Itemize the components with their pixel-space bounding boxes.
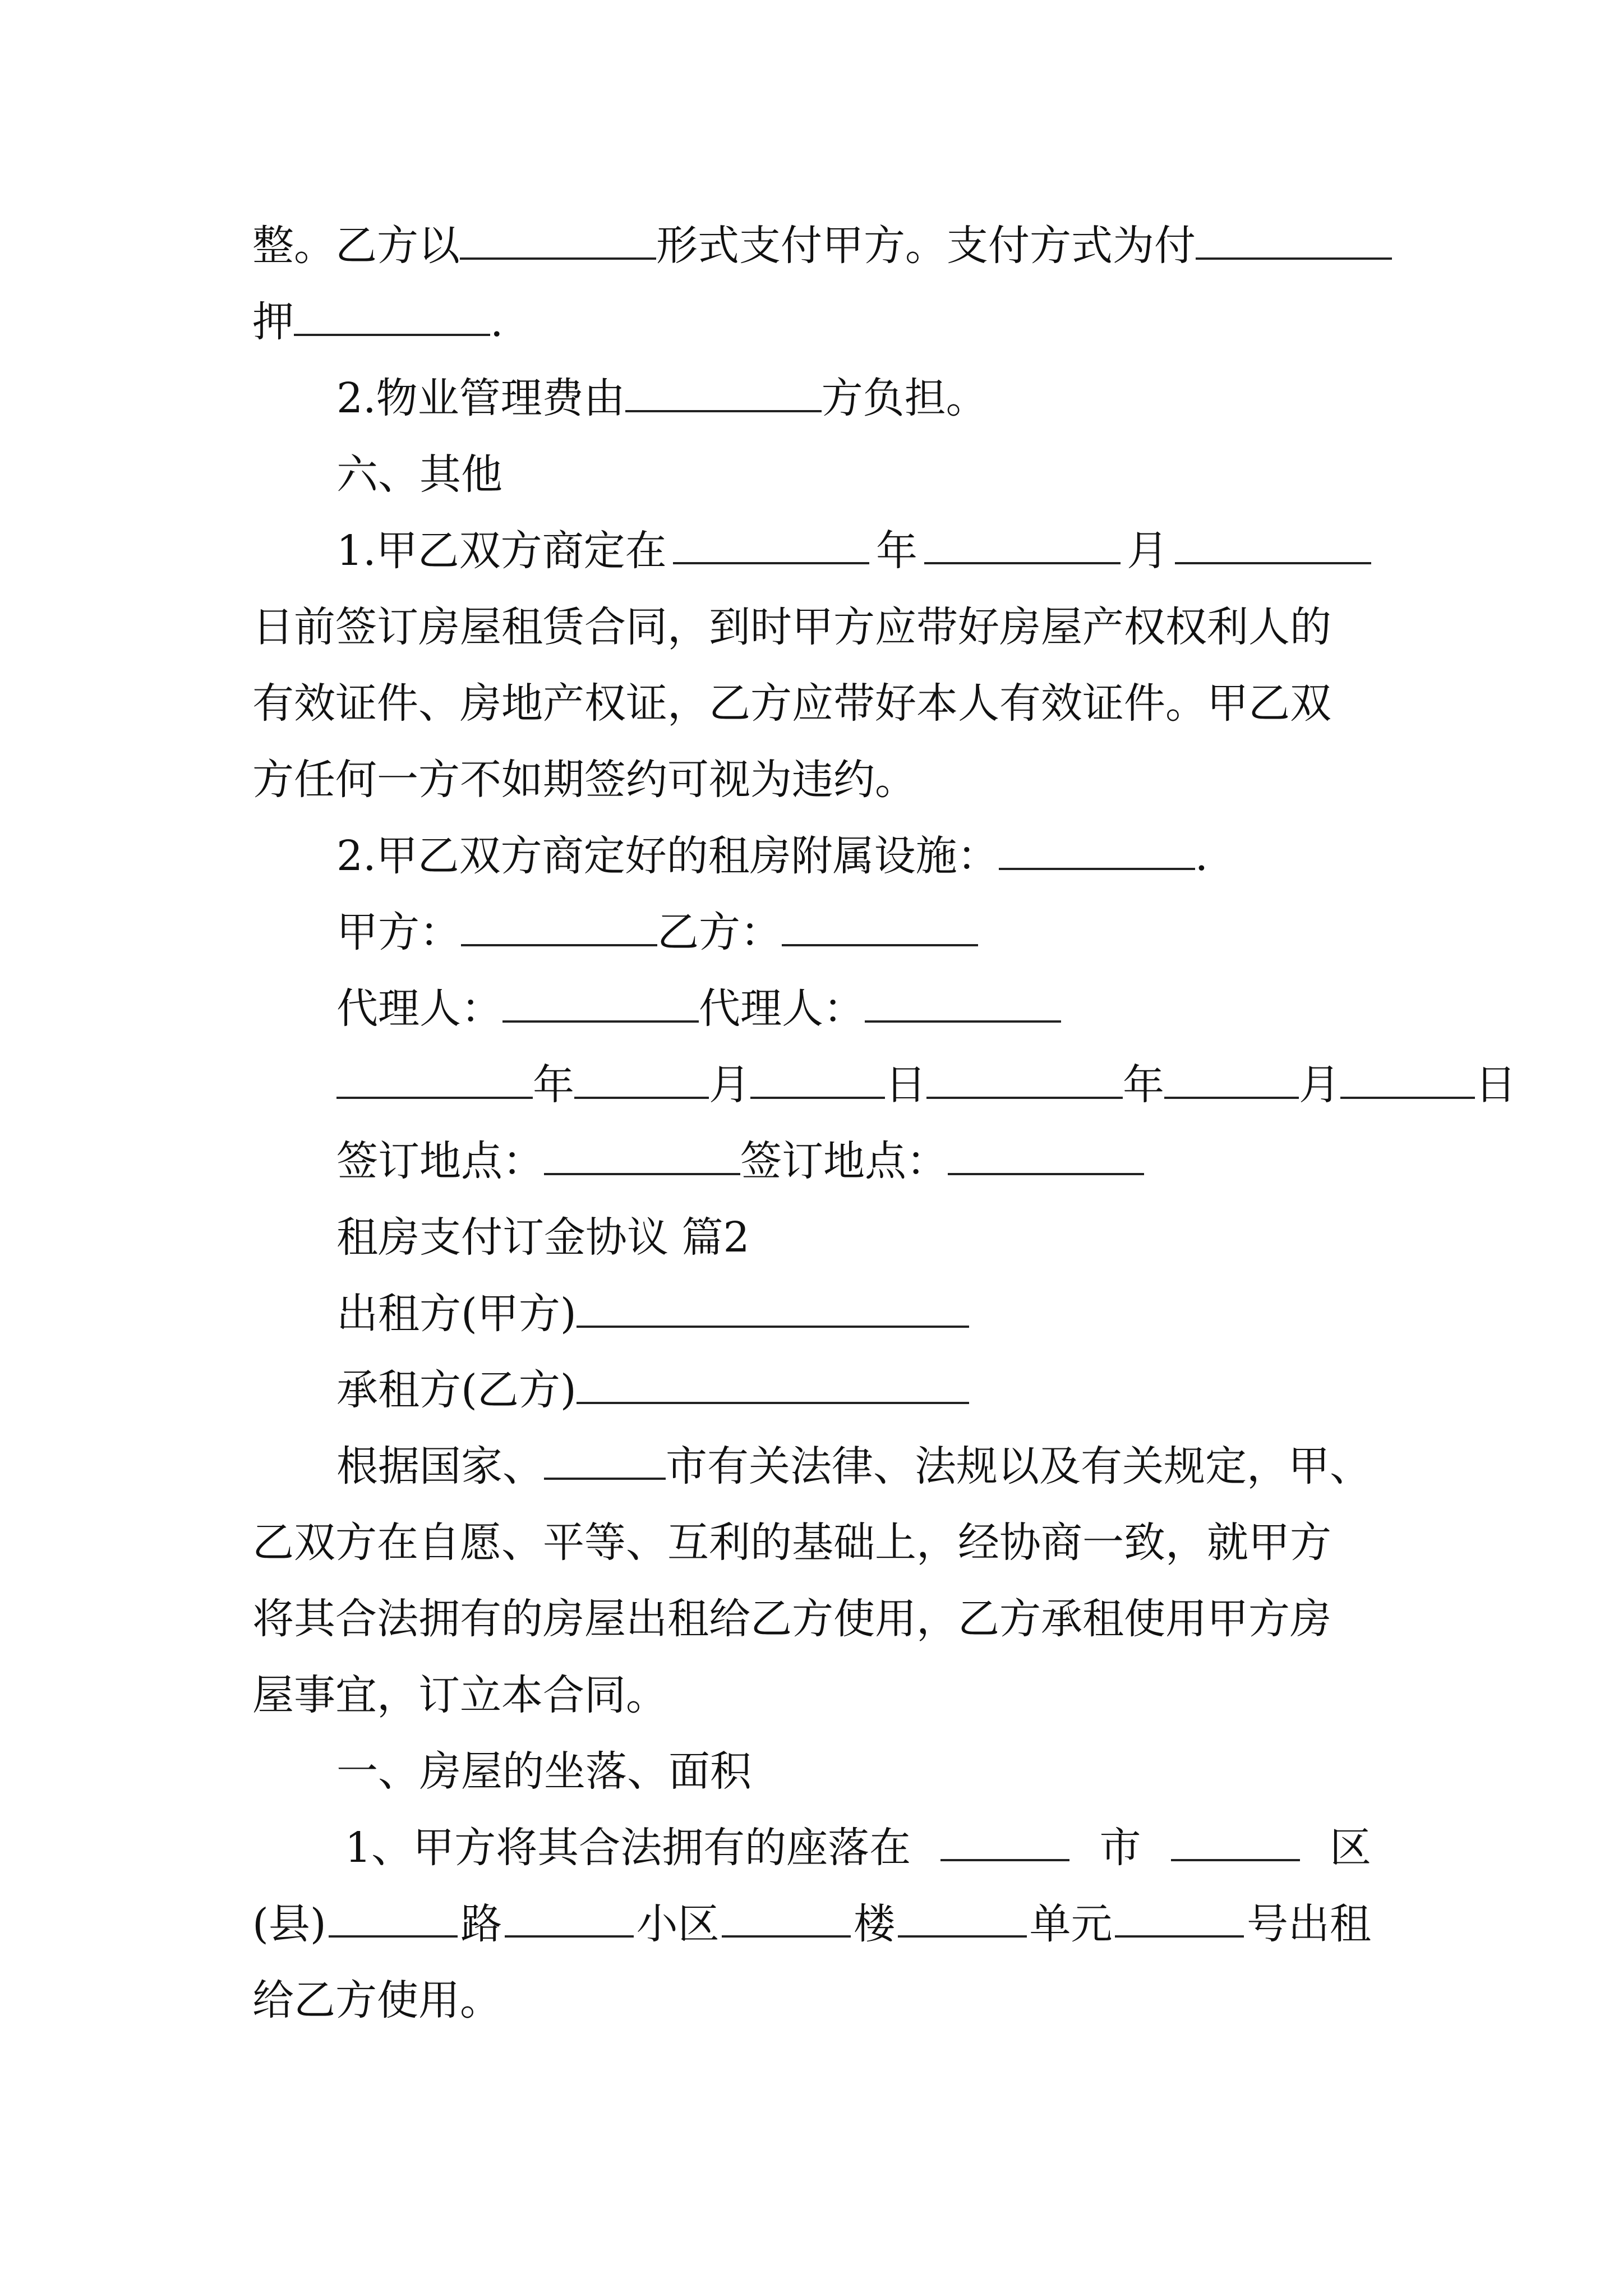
line-address-2 <box>252 1896 1371 1952</box>
paragraph-line: 方任何一方不如期签约可视为违约。 <box>252 756 916 804</box>
text: 签订地点： <box>336 1137 544 1185</box>
paragraph-line <box>336 1438 1371 1494</box>
blank-party-b <box>782 905 978 946</box>
text: 方负担。 <box>821 374 988 422</box>
blank-payment-form <box>460 218 656 260</box>
paragraph-line: 将其合法拥有的房屋出租给乙方使用，乙方承租使用甲方房 <box>252 1595 1331 1643</box>
text: 押 <box>252 298 294 346</box>
text: 代理人： <box>699 984 865 1033</box>
blank-city <box>544 1438 666 1480</box>
text: 号出租 <box>1246 1900 1371 1948</box>
line-parties-sign <box>336 904 978 960</box>
text: 出租方(甲方) <box>336 1290 577 1338</box>
blank-day <box>1175 523 1371 564</box>
text: 市 <box>1099 1824 1141 1872</box>
blank-pay-terms <box>1196 218 1392 260</box>
blank-year-b <box>926 1057 1123 1099</box>
line-lessee <box>336 1362 969 1418</box>
blank-building <box>722 1896 851 1938</box>
line-facilities <box>336 828 1208 884</box>
text: . <box>490 298 504 346</box>
text: 甲方： <box>336 908 461 956</box>
text: 市有关法律、法规以及有关规定，甲、 <box>666 1442 1371 1490</box>
line-lessor <box>336 1286 969 1342</box>
text: . <box>1195 832 1209 880</box>
blank-agent-b <box>865 981 1061 1023</box>
blank-month-b <box>1164 1057 1299 1099</box>
blank-city <box>940 1820 1069 1861</box>
blank-place-a <box>544 1134 740 1175</box>
blank-number <box>1115 1896 1244 1938</box>
text: 区 <box>1329 1824 1371 1872</box>
section-heading-location: 一、房屋的坐落、面积 <box>336 1747 751 1796</box>
blank-day-b <box>1340 1057 1475 1099</box>
text: 签订地点： <box>740 1137 948 1185</box>
line-deposit <box>252 294 504 350</box>
blank-unit <box>898 1896 1027 1938</box>
line-payment-method <box>252 218 1371 274</box>
document-title: 租房支付订金协议 篇2 <box>336 1213 750 1262</box>
blank-estate <box>505 1896 634 1938</box>
line-property-fee <box>336 370 988 426</box>
blank-day-a <box>750 1057 885 1099</box>
text: 整。乙方以 <box>252 222 460 270</box>
text: 1.甲乙双方商定在 <box>336 527 667 575</box>
blank-party-a <box>461 905 657 946</box>
text: 1、甲方将其合法拥有的座落在 <box>345 1824 911 1872</box>
text: 形式支付甲方。支付方式为付 <box>656 222 1196 270</box>
text: (县) <box>252 1900 326 1948</box>
text: 小区 <box>636 1900 720 1948</box>
paragraph-line: 日前签订房屋租赁合同，到时甲方应带好房屋产权权利人的 <box>252 603 1331 651</box>
text: 根据国家、 <box>336 1442 544 1490</box>
line-dates: 年 月 日 年 月 日 <box>336 1057 1516 1113</box>
blank-place-b <box>948 1134 1144 1175</box>
text: 乙方： <box>657 908 782 956</box>
text: 楼 <box>854 1900 896 1948</box>
line-agents-sign <box>336 981 1061 1037</box>
blank-year <box>673 523 869 564</box>
line-sign-place <box>336 1133 1144 1189</box>
text: 路 <box>460 1900 502 1948</box>
paragraph-line: 屋事宜，订立本合同。 <box>252 1671 667 1719</box>
line-address-1 <box>345 1820 1371 1876</box>
blank-district <box>1171 1820 1300 1861</box>
line-sign-date <box>336 523 1371 579</box>
blank-deposit <box>294 295 490 336</box>
blank-lessor <box>577 1286 969 1328</box>
text: 单元 <box>1029 1900 1113 1948</box>
blank-fee-party <box>625 371 822 412</box>
blank-agent-a <box>502 981 699 1023</box>
blank-road <box>329 1896 458 1938</box>
blank-month-a <box>574 1057 709 1099</box>
text: 月 <box>1127 527 1169 575</box>
text: 年 <box>875 527 917 575</box>
section-heading-other: 六、其他 <box>336 450 502 499</box>
text: 承租方(乙方) <box>336 1366 577 1414</box>
text: 代理人： <box>336 984 502 1033</box>
blank-facilities <box>999 829 1195 870</box>
blank-month <box>924 523 1121 564</box>
blank-lessee <box>577 1363 969 1404</box>
paragraph-line: 给乙方使用。 <box>252 1976 501 2024</box>
text: 2.甲乙双方商定好的租房附属设施： <box>336 832 999 880</box>
paragraph-line: 乙双方在自愿、平等、互利的基础上，经协商一致，就甲方 <box>252 1519 1331 1567</box>
blank-year-a <box>336 1057 533 1099</box>
paragraph-line: 有效证件、房地产权证，乙方应带好本人有效证件。甲乙双 <box>252 679 1331 728</box>
text: 2.物业管理费由 <box>336 374 625 422</box>
